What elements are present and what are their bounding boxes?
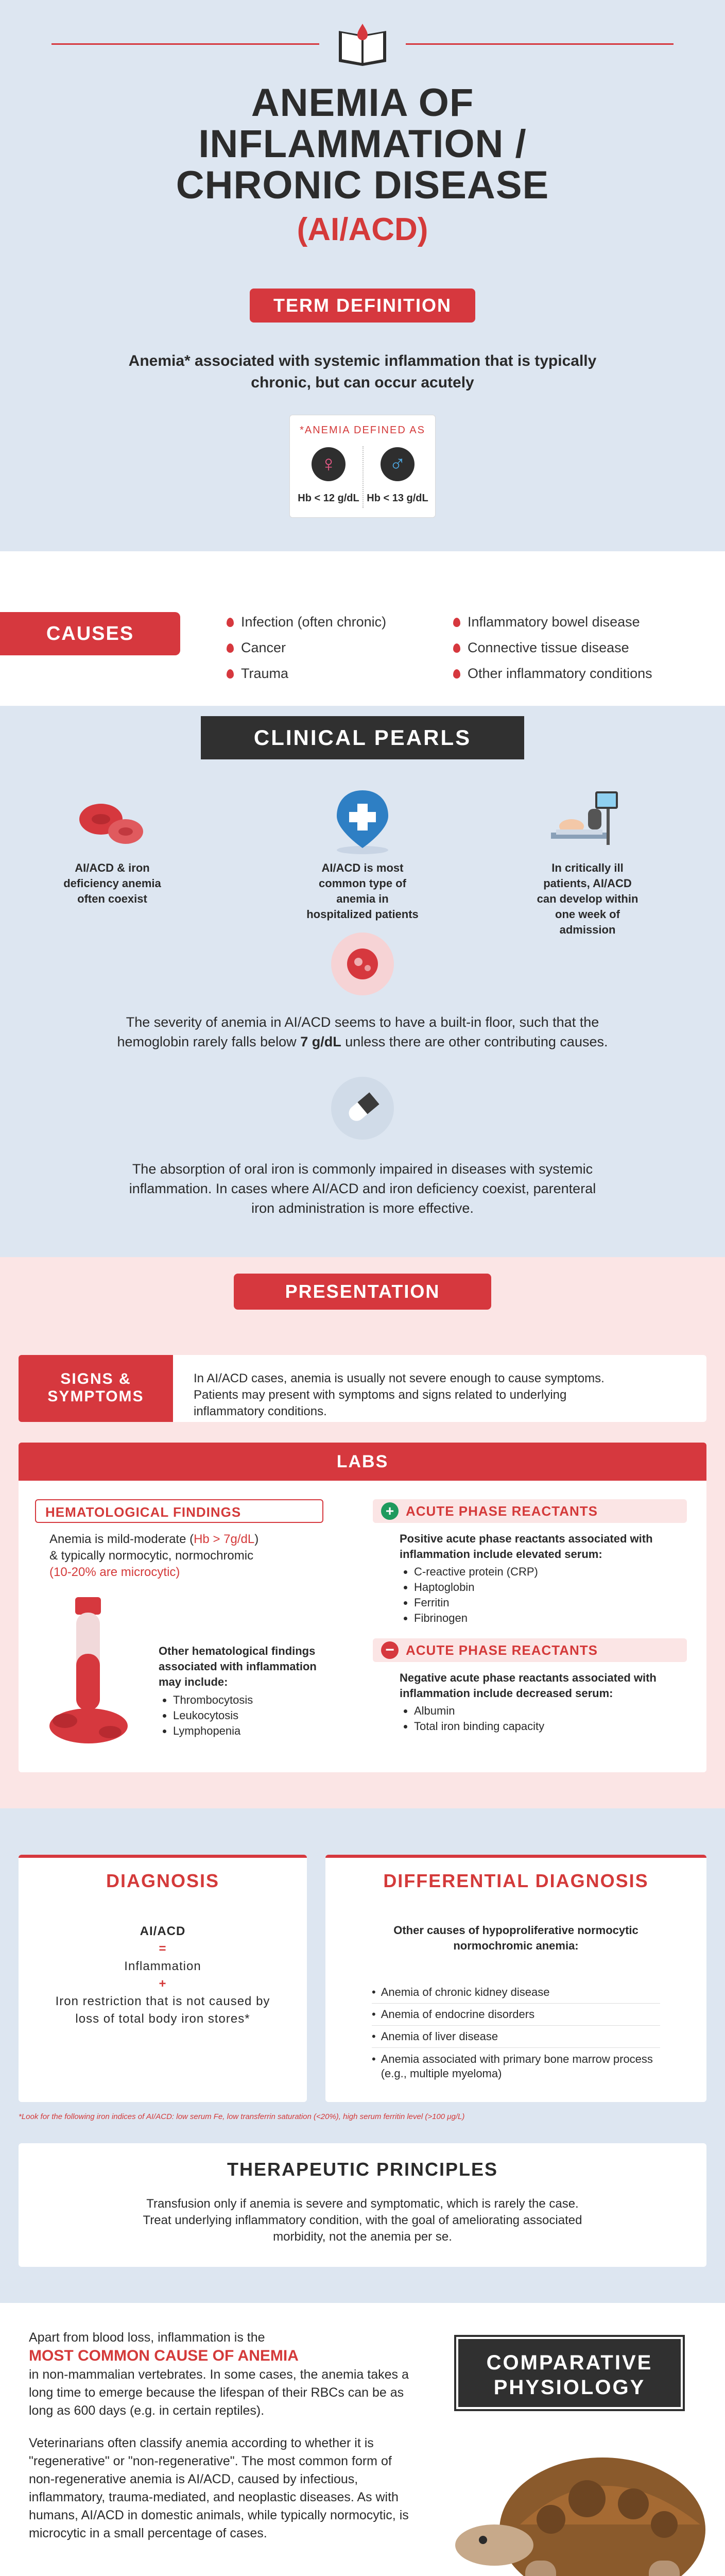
diagnosis-footnote: *Look for the following iron indices of AI/ACD: low serum Fe, low transferrin saturation (<20%), high serum ferritin level (>100 μg/L) [19, 2112, 465, 2121]
list-item: • Fibrinogen [414, 1611, 538, 1626]
blood-drop-icon [453, 669, 460, 679]
diagnosis-heading: DIAGNOSIS [106, 1870, 220, 1891]
pearl-5-line-3: iron administration is more effective. [251, 1200, 474, 1216]
hem-line-1: Anemia is mild-moderate (Hb > 7g/dL) [49, 1532, 259, 1546]
dd-item: • Anemia of chronic kidney disease [372, 1981, 660, 2004]
clinical-pearls-section [0, 706, 725, 1257]
pearl-5-line-1: The absorption of oral iron is commonly impaired in diseases with systemic [132, 1161, 593, 1177]
term-definition-heading: TERM DEFINITION [250, 289, 475, 323]
differential-sub: Other causes of hypoproliferative normocytic normochromic anemia: [393, 1924, 638, 1952]
presentation-section [0, 1257, 725, 1808]
diagnosis-section [0, 1808, 725, 2303]
therapeutic-line-2: Treat underlying inflammatory condition, with the goal of ameliorating associated [143, 2213, 582, 2227]
other-hem-heading: Other hematological findings associated with inflammation may include: [159, 1645, 317, 1688]
cause-item: Trauma [227, 666, 288, 682]
therapeutic-line-1: Transfusion only if anemia is severe and symptomatic, which is rarely the case. [146, 2197, 579, 2211]
positive-reactants-sub: Positive acute phase reactants associated with inflammation include elevated serum: [400, 1532, 653, 1561]
comparative-p2: Veterinarians often classify anemia according to whether it is "regenerative" or "non-regenerative". The most common form of non-regenerative anemia is AI/ACD, caused by infectious, inflammatory, trauma-mediated, and neoplastic diseases. As with humans, AI/ACD in domestic animals, while typically normocytic, is microcytic in a small percentage of cases. [29, 2436, 409, 2540]
pearl-4-line-2: hemoglobin rarely falls below 7 g/dL unless there are other contributing causes. [117, 1034, 608, 1049]
diagnosis-card [19, 1855, 307, 2102]
title-line-2: INFLAMMATION / [198, 122, 527, 166]
list-item: • Ferritin [414, 1595, 538, 1611]
male-threshold: Hb < 13 g/dL [367, 493, 428, 504]
cause-item: Other inflammatory conditions [453, 666, 652, 682]
diag-l1: AI/ACD [140, 1924, 186, 1938]
tortoise-icon [433, 2427, 721, 2576]
differential-card [325, 1855, 706, 2102]
dd-item: • Anemia associated with primary bone marrow process (e.g., multiple myeloma) [372, 2053, 653, 2080]
icu-patient-icon [546, 788, 628, 855]
list-item: • Lymphopenia [173, 1723, 323, 1739]
book-icon [335, 21, 390, 68]
list-item: • Leukocytosis [173, 1708, 323, 1723]
signs-text-1: In AI/ACD cases, anemia is usually not severe enough to cause symptoms. [194, 1371, 605, 1385]
blood-drop-icon [227, 643, 234, 653]
other-hem-list [159, 1692, 323, 1739]
list-item: • Haptoglobin [414, 1580, 538, 1595]
list-item: • C-reactive protein (CRP) [414, 1564, 538, 1580]
pearl-1-text: AI/ACD & iron deficiency anemia often coexist [63, 861, 161, 905]
signs-text-3: inflammatory conditions. [194, 1404, 327, 1418]
anemia-defined-card [289, 415, 436, 518]
clinical-pearls-heading: CLINICAL PEARLS [201, 716, 524, 759]
causes-section [0, 551, 725, 706]
labs-card [19, 1443, 706, 1772]
term-def-line-1: Anemia* associated with systemic inflammation that is typically [128, 352, 597, 369]
therapeutic-line-3: morbidity, not the anemia per se. [273, 2230, 452, 2244]
list-item: • Albumin [414, 1703, 544, 1719]
diag-l5: Iron restriction that is not caused by loss of total body iron stores* [55, 1994, 270, 2026]
anemia-defined-label: *ANEMIA DEFINED AS [300, 425, 425, 436]
hematological-heading: HEMATOLOGICAL FINDINGS [35, 1499, 323, 1523]
positive-reactants-heading: + ACUTE PHASE REACTANTS [373, 1499, 687, 1523]
dd-item: • Anemia of endocrine disorders [372, 2004, 660, 2026]
therapeutic-card [19, 2143, 706, 2267]
positive-reactants-list [400, 1564, 538, 1626]
red-blood-cells-icon [76, 793, 148, 850]
diag-l2: = [159, 1942, 167, 1956]
signs-symptoms-card [19, 1355, 706, 1422]
differential-heading: DIFFERENTIAL DIAGNOSIS [383, 1870, 649, 1891]
pearl-5-line-2: inflammation. In cases where AI/ACD and iron deficiency coexist, parenteral [129, 1181, 596, 1196]
negative-reactants-heading: − ACUTE PHASE REACTANTS [373, 1638, 687, 1662]
diag-l4: + [159, 1977, 167, 1991]
term-section [0, 289, 725, 551]
cause-item: Connective tissue disease [453, 640, 629, 656]
header-line-left [51, 43, 319, 45]
cause-item: Cancer [227, 640, 286, 656]
hospital-cross-icon [321, 788, 404, 855]
presentation-heading: PRESENTATION [234, 1274, 491, 1310]
diag-l3: Inflammation [124, 1959, 201, 1973]
gender-divider [362, 446, 364, 508]
comparative-section [0, 2303, 725, 2576]
signs-symptoms-label: SIGNS & SYMPTOMS [19, 1355, 173, 1422]
female-threshold: Hb < 12 g/dL [298, 493, 359, 504]
header-line-right [406, 43, 674, 45]
title-line-1: ANEMIA OF [251, 81, 474, 125]
dd-item: • Anemia of liver disease [372, 2026, 660, 2048]
hem-line-3: (10-20% are microcytic) [49, 1565, 180, 1579]
negative-reactants-list [400, 1703, 544, 1734]
pearl-2-text: AI/ACD is most common type of anemia in hospitalized patients [306, 861, 419, 921]
pearl-4-line-1: The severity of anemia in AI/ACD seems to have a built-in floor, such that the [126, 1014, 599, 1030]
blood-drop-icon [227, 618, 234, 627]
plus-icon: + [381, 1502, 399, 1520]
blood-drop-icon [453, 618, 460, 627]
female-icon: ♀ [312, 447, 346, 481]
test-tube-icon [44, 1597, 142, 1752]
pill-capsule-icon [331, 1077, 394, 1140]
comparative-heading: COMPARATIVE PHYSIOLOGY [456, 2337, 683, 2409]
blood-tube-icon [331, 933, 394, 995]
hem-line-2: & typically normocytic, normochromic [49, 1549, 254, 1563]
therapeutic-heading: THERAPEUTIC PRINCIPLES [227, 2159, 498, 2180]
pearl-3-text: In critically ill patients, AI/ACD can develop within one week of admission [537, 861, 638, 936]
title-abbrev: (AI/ACD) [297, 212, 428, 247]
labs-heading: LABS [19, 1443, 706, 1481]
negative-reactants-sub: Negative acute phase reactants associated with inflammation include decreased serum: [400, 1671, 657, 1700]
cause-item: Inflammatory bowel disease [453, 614, 640, 630]
cause-item: Infection (often chronic) [227, 614, 386, 630]
title-line-3: CHRONIC DISEASE [176, 163, 549, 207]
blood-drop-icon [227, 669, 234, 679]
term-def-line-2: chronic, but can occur acutely [251, 374, 474, 391]
blood-drop-icon [453, 643, 460, 653]
causes-heading: CAUSES [0, 612, 180, 655]
comparative-p1: Apart from blood loss, inflammation is the MOST COMMON CAUSE OF ANEMIA in non-mammalian vertebrates. In some cases, the anemia takes a long time to emerge because the lifespan of their RBCs can be as long as 600 days (e.g. in certain reptiles). [29, 2330, 409, 2418]
list-item: • Total iron binding capacity [414, 1719, 544, 1734]
header-section [0, 0, 725, 289]
minus-icon: − [381, 1641, 399, 1659]
male-icon: ♂ [381, 447, 415, 481]
signs-text-2: Patients may present with symptoms and signs related to underlying [194, 1388, 567, 1402]
list-item: • Thrombocytosis [173, 1692, 323, 1708]
